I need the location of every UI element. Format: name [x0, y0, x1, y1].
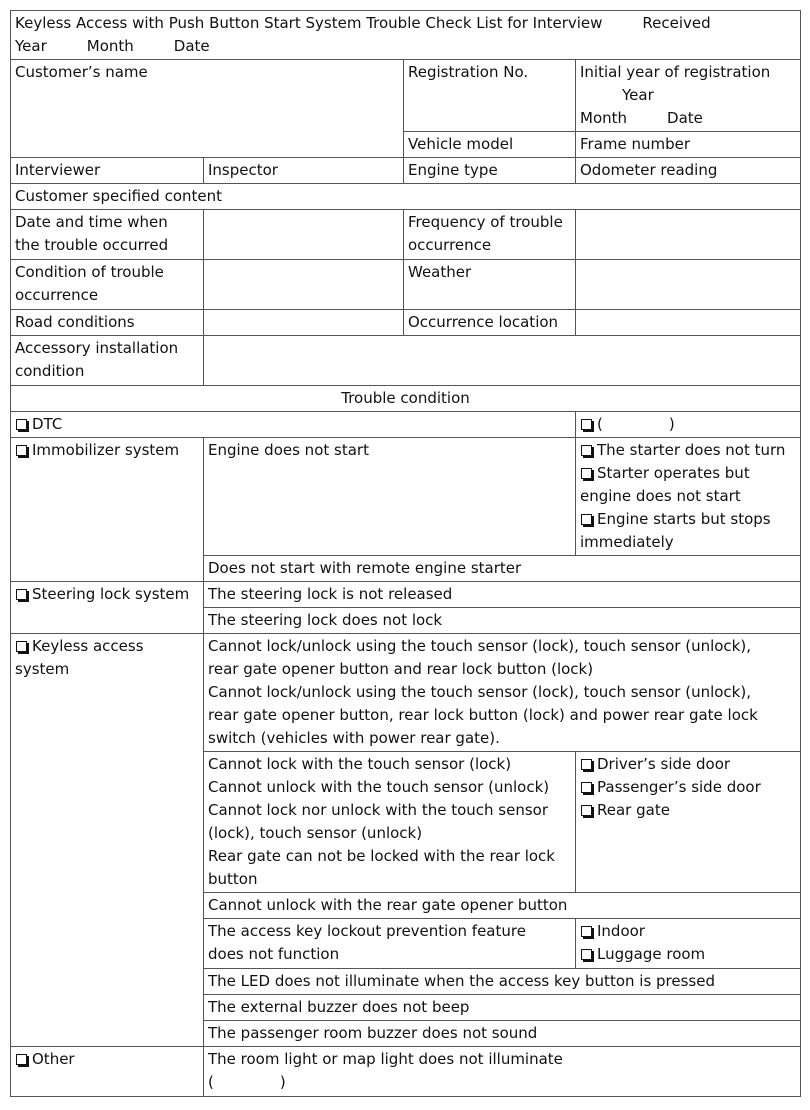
condition-label-2: occurrence: [15, 286, 99, 304]
weather-value-cell[interactable]: [576, 260, 801, 310]
other-paren-open: (: [208, 1073, 214, 1091]
other-cell[interactable]: [11, 1047, 204, 1097]
condition-row: [11, 260, 801, 310]
accessory-label-1: Accessory installation: [15, 339, 179, 357]
date-time-label-2: the trouble occurred: [15, 236, 169, 254]
keyless-cannot-lock-cell: [204, 634, 801, 752]
immobilizer-label: Immobilizer system: [32, 441, 180, 459]
engine-no-start-label: Engine does not start: [208, 441, 369, 459]
ts-line-5: Rear gate can not be locked with the rear lock: [208, 847, 555, 865]
inspector-cell[interactable]: [204, 158, 404, 184]
condition-label-1: Condition of trouble: [15, 263, 164, 281]
frame-number-label: Frame number: [580, 135, 691, 153]
indoor-checkbox-icon[interactable]: [581, 926, 592, 937]
initial-year-year-label: Year: [622, 86, 654, 104]
touch-sensor-cell: [204, 752, 576, 893]
vehicle-model-cell[interactable]: [404, 132, 576, 158]
location-label: Occurrence location: [408, 313, 559, 331]
room-light-cell: [204, 1047, 801, 1097]
luggage-room-label: Luggage room: [597, 945, 706, 963]
dtc-paren-open: (: [597, 415, 603, 433]
customer-content-row: [11, 184, 801, 210]
date-time-row: [11, 210, 801, 260]
immobilizer-cell[interactable]: [11, 438, 204, 582]
received-year-label: Year: [15, 37, 47, 55]
frequency-value-cell[interactable]: [576, 210, 801, 260]
dtc-row: [11, 412, 801, 438]
starter-no-turn-label: The starter does not turn: [597, 441, 786, 459]
ts-line-1: Cannot lock with the touch sensor (lock): [208, 755, 512, 773]
dtc-code-cell[interactable]: [576, 412, 801, 438]
passenger-buzzer-label: The passenger room buzzer does not sound: [208, 1024, 538, 1042]
road-value-cell[interactable]: [204, 310, 404, 336]
condition-label-cell: [11, 260, 204, 310]
date-time-label-1: Date and time when: [15, 213, 168, 231]
engine-stops-label-2: immediately: [580, 533, 674, 551]
received-label: Received: [642, 14, 711, 32]
interviewer-cell[interactable]: [11, 158, 204, 184]
customer-content-cell: [11, 184, 801, 210]
dtc-cell[interactable]: [11, 412, 576, 438]
form-title: Keyless Access with Push Button Start System Trouble Check List for Interview: [15, 14, 603, 32]
ka-line-1: Cannot lock/unlock using the touch sensor (lock), touch sensor (unlock),: [208, 637, 751, 655]
ka-line-4: rear gate opener button, rear lock button (lock) and power rear gate lock: [208, 706, 758, 724]
date-time-label-cell: [11, 210, 204, 260]
luggage-room-checkbox-icon[interactable]: [581, 949, 592, 960]
initial-year-month-label: Month: [580, 109, 628, 127]
frequency-label-2: occurrence: [408, 236, 492, 254]
keyless-row: [11, 634, 801, 752]
lockout-label-1: The access key lockout prevention feature: [208, 922, 526, 940]
steering-lock-row: [11, 582, 801, 608]
initial-year-label: Initial year of registration: [580, 63, 771, 81]
ts-line-3: Cannot lock nor unlock with the touch sensor: [208, 801, 549, 819]
engine-stops-label-1: Engine starts but stops: [597, 510, 771, 528]
accessory-row: [11, 336, 801, 386]
steering-lock-label: Steering lock system: [32, 585, 190, 603]
dtc-checkbox-icon[interactable]: [16, 419, 27, 430]
passenger-door-label: Passenger’s side door: [597, 778, 761, 796]
rear-gate-opener-label: Cannot unlock with the rear gate opener button: [208, 896, 568, 914]
dtc-code-checkbox-icon[interactable]: [581, 419, 592, 430]
keyless-checkbox-icon[interactable]: [16, 641, 27, 652]
engine-options-cell: [576, 438, 801, 556]
location-label-cell: [404, 310, 576, 336]
starter-no-turn-checkbox-icon[interactable]: [581, 445, 592, 456]
initial-year-cell[interactable]: [576, 60, 801, 132]
dtc-label: DTC: [32, 415, 63, 433]
steering-not-released-cell: [204, 582, 801, 608]
lockout-label-2: does not function: [208, 945, 340, 963]
road-label: Road conditions: [15, 313, 135, 331]
registration-no-cell[interactable]: [404, 60, 576, 132]
ka-line-5: switch (vehicles with power rear gate).: [208, 729, 500, 747]
title-cell: [11, 11, 801, 60]
customer-content-label: Customer specified content: [15, 187, 223, 205]
steering-not-lock-label: The steering lock does not lock: [208, 611, 443, 629]
trouble-heading-row: [11, 386, 801, 412]
customer-name-label: Customer’s name: [15, 63, 148, 81]
external-buzzer-cell: [204, 995, 801, 1021]
ts-line-6: button: [208, 870, 258, 888]
frequency-label-cell: [404, 210, 576, 260]
road-row: [11, 310, 801, 336]
ka-line-2: rear gate opener button and rear lock button (lock): [208, 660, 594, 678]
received-date-label: Date: [173, 37, 210, 55]
rear-gate-opener-cell: [204, 893, 801, 919]
engine-stops-checkbox-icon[interactable]: [581, 514, 592, 525]
led-label: The LED does not illuminate when the access key button is pressed: [208, 972, 715, 990]
led-cell: [204, 969, 801, 995]
lockout-options-cell: [576, 919, 801, 969]
customer-name-cell[interactable]: [11, 60, 404, 158]
starter-operates-label-2: engine does not start: [580, 487, 741, 505]
customer-row: [11, 60, 801, 132]
steering-not-lock-cell: [204, 608, 801, 634]
frame-number-cell[interactable]: [576, 132, 801, 158]
condition-value-cell[interactable]: [204, 260, 404, 310]
trouble-heading-cell: [11, 386, 801, 412]
engine-no-start-cell: [204, 438, 576, 556]
steering-not-released-label: The steering lock is not released: [208, 585, 453, 603]
trouble-check-list-table: [10, 10, 801, 1097]
initial-year-date-label: Date: [667, 109, 703, 127]
vehicle-model-label: Vehicle model: [408, 135, 514, 153]
odometer-cell[interactable]: [576, 158, 801, 184]
ts-line-2: Cannot unlock with the touch sensor (unlock): [208, 778, 550, 796]
date-time-value-cell[interactable]: [204, 210, 404, 260]
rear-gate-checkbox-icon[interactable]: [581, 805, 592, 816]
immobilizer-checkbox-icon[interactable]: [16, 445, 27, 456]
received-month-label: Month: [86, 37, 134, 55]
inspector-label: Inspector: [208, 161, 278, 179]
lockout-cell: [204, 919, 576, 969]
accessory-label-2: condition: [15, 362, 85, 380]
keyless-label-1: Keyless access: [32, 637, 144, 655]
weather-label: Weather: [408, 263, 472, 281]
keyless-label-2: system: [15, 660, 70, 678]
other-label: Other: [32, 1050, 75, 1068]
driver-door-label: Driver’s side door: [597, 755, 731, 773]
steering-lock-checkbox-icon[interactable]: [16, 589, 27, 600]
odometer-label: Odometer reading: [580, 161, 718, 179]
weather-label-cell: [404, 260, 576, 310]
trouble-heading: Trouble condition: [341, 389, 470, 407]
other-row: [11, 1047, 801, 1097]
driver-door-checkbox-icon[interactable]: [581, 759, 592, 770]
road-label-cell: [11, 310, 204, 336]
location-value-cell[interactable]: [576, 310, 801, 336]
other-paren-close: ): [279, 1073, 286, 1091]
external-buzzer-label: The external buzzer does not beep: [208, 998, 470, 1016]
starter-operates-checkbox-icon[interactable]: [581, 468, 592, 479]
frequency-label-1: Frequency of trouble: [408, 213, 563, 231]
engine-type-label: Engine type: [408, 161, 498, 179]
dtc-paren-close: ): [668, 415, 675, 433]
remote-starter-label: Does not start with remote engine starter: [208, 559, 522, 577]
accessory-label-cell: [11, 336, 204, 386]
registration-no-label: Registration No.: [408, 63, 529, 81]
rear-gate-label: Rear gate: [597, 801, 670, 819]
interviewer-label: Interviewer: [15, 161, 101, 179]
passenger-buzzer-cell: [204, 1021, 801, 1047]
remote-starter-cell: [204, 556, 801, 582]
engine-type-cell[interactable]: [404, 158, 576, 184]
immobilizer-row: [11, 438, 801, 556]
accessory-value-cell[interactable]: [204, 336, 801, 386]
title-row: [11, 11, 801, 60]
indoor-label: Indoor: [597, 922, 645, 940]
ka-line-3: Cannot lock/unlock using the touch sensor (lock), touch sensor (unlock),: [208, 683, 751, 701]
keyless-cell[interactable]: [11, 634, 204, 1047]
door-options-cell: [576, 752, 801, 893]
room-light-label: The room light or map light does not illuminate: [208, 1050, 563, 1068]
starter-operates-label-1: Starter operates but: [597, 464, 750, 482]
ts-line-4: (lock), touch sensor (unlock): [208, 824, 423, 842]
other-checkbox-icon[interactable]: [16, 1054, 27, 1065]
steering-lock-cell[interactable]: [11, 582, 204, 634]
interviewer-row: [11, 158, 801, 184]
passenger-door-checkbox-icon[interactable]: [581, 782, 592, 793]
